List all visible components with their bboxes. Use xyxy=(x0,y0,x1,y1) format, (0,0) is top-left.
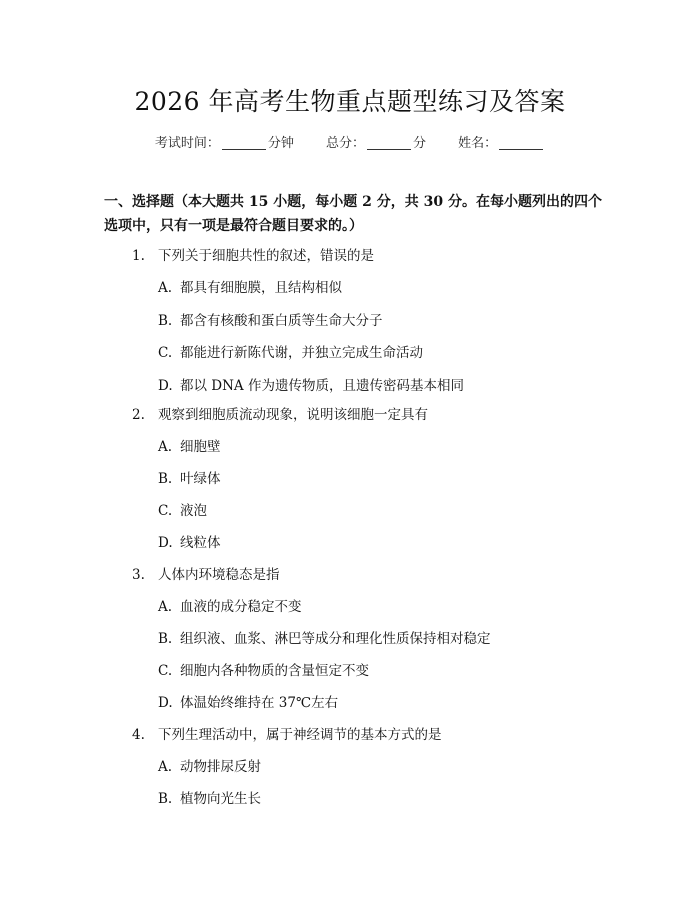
option-text: 体温始终维持在 37℃左右 xyxy=(180,695,339,711)
option-1d xyxy=(158,374,464,394)
option-letter: A. xyxy=(158,439,173,455)
option-letter: C. xyxy=(158,345,173,361)
option-letter: B. xyxy=(158,791,173,807)
question-1 xyxy=(132,244,374,264)
name-blank[interactable] xyxy=(499,135,543,150)
section-heading: 一、选择题（本大题共 15 小题，每小题 2 分，共 30 分。在每小题列出的四个选项中，只有一项是最符合题目要求的。） xyxy=(104,194,602,234)
option-letter: B. xyxy=(158,471,173,487)
name-field xyxy=(458,132,545,151)
option-2c xyxy=(158,499,207,519)
score-label: 总分： xyxy=(325,136,365,151)
name-label: 姓名： xyxy=(458,136,498,151)
option-text: 线粒体 xyxy=(180,535,221,551)
question-text: 人体内环境稳态是指 xyxy=(158,567,280,583)
option-text: 液泡 xyxy=(180,503,207,519)
option-text: 都能进行新陈代谢，并独立完成生命活动 xyxy=(180,345,423,361)
question-number: 2. xyxy=(132,407,145,423)
time-blank[interactable] xyxy=(222,135,266,150)
option-3d xyxy=(158,691,338,711)
question-2 xyxy=(132,403,428,423)
option-text: 血液的成分稳定不变 xyxy=(180,599,302,615)
option-text: 叶绿体 xyxy=(180,471,221,487)
option-letter: B. xyxy=(158,313,173,329)
option-text: 组织液、血浆、淋巴等成分和理化性质保持相对稳定 xyxy=(180,631,491,647)
time-unit: 分钟 xyxy=(267,136,294,151)
question-number: 1. xyxy=(132,248,145,264)
option-2b xyxy=(158,467,221,487)
option-4a xyxy=(158,755,261,775)
option-2d xyxy=(158,531,221,551)
question-number: 3. xyxy=(132,567,145,583)
option-3c xyxy=(158,659,369,679)
option-text: 都含有核酸和蛋白质等生命大分子 xyxy=(180,313,383,329)
option-letter: D. xyxy=(158,695,173,711)
option-1a xyxy=(158,276,342,296)
option-1b xyxy=(158,309,383,329)
option-text: 都以 DNA 作为遗传物质，且遗传密码基本相同 xyxy=(180,378,464,394)
option-letter: B. xyxy=(158,631,173,647)
score-field xyxy=(326,132,426,151)
option-3b xyxy=(158,627,491,647)
option-text: 植物向光生长 xyxy=(180,791,261,807)
score-unit: 分 xyxy=(413,136,427,151)
option-letter: A. xyxy=(158,759,173,775)
question-number: 4. xyxy=(132,727,145,743)
score-blank[interactable] xyxy=(367,135,411,150)
document-title: 2026 年高考生物重点题型练习及答案 xyxy=(134,87,566,116)
time-label: 考试时间： xyxy=(154,136,220,151)
option-text: 细胞内各种物质的含量恒定不变 xyxy=(180,663,369,679)
option-4b xyxy=(158,787,261,807)
question-3 xyxy=(132,563,280,583)
question-text: 观察到细胞质流动现象，说明该细胞一定具有 xyxy=(158,407,428,423)
option-text: 细胞壁 xyxy=(180,439,221,455)
time-field xyxy=(155,132,294,151)
option-3a xyxy=(158,595,302,615)
option-letter: A. xyxy=(158,599,173,615)
option-text: 都具有细胞膜，且结构相似 xyxy=(180,280,342,296)
question-text: 下列生理活动中，属于神经调节的基本方式的是 xyxy=(158,727,442,743)
option-2a xyxy=(158,435,221,455)
option-letter: C. xyxy=(158,663,173,679)
option-letter: C. xyxy=(158,503,173,519)
option-letter: D. xyxy=(158,378,173,394)
question-text: 下列关于细胞共性的叙述，错误的是 xyxy=(158,248,374,264)
exam-meta xyxy=(0,132,700,151)
option-text: 动物排尿反射 xyxy=(180,759,261,775)
question-4 xyxy=(132,723,442,743)
option-letter: A. xyxy=(158,280,173,296)
option-letter: D. xyxy=(158,535,173,551)
option-1c xyxy=(158,341,423,361)
